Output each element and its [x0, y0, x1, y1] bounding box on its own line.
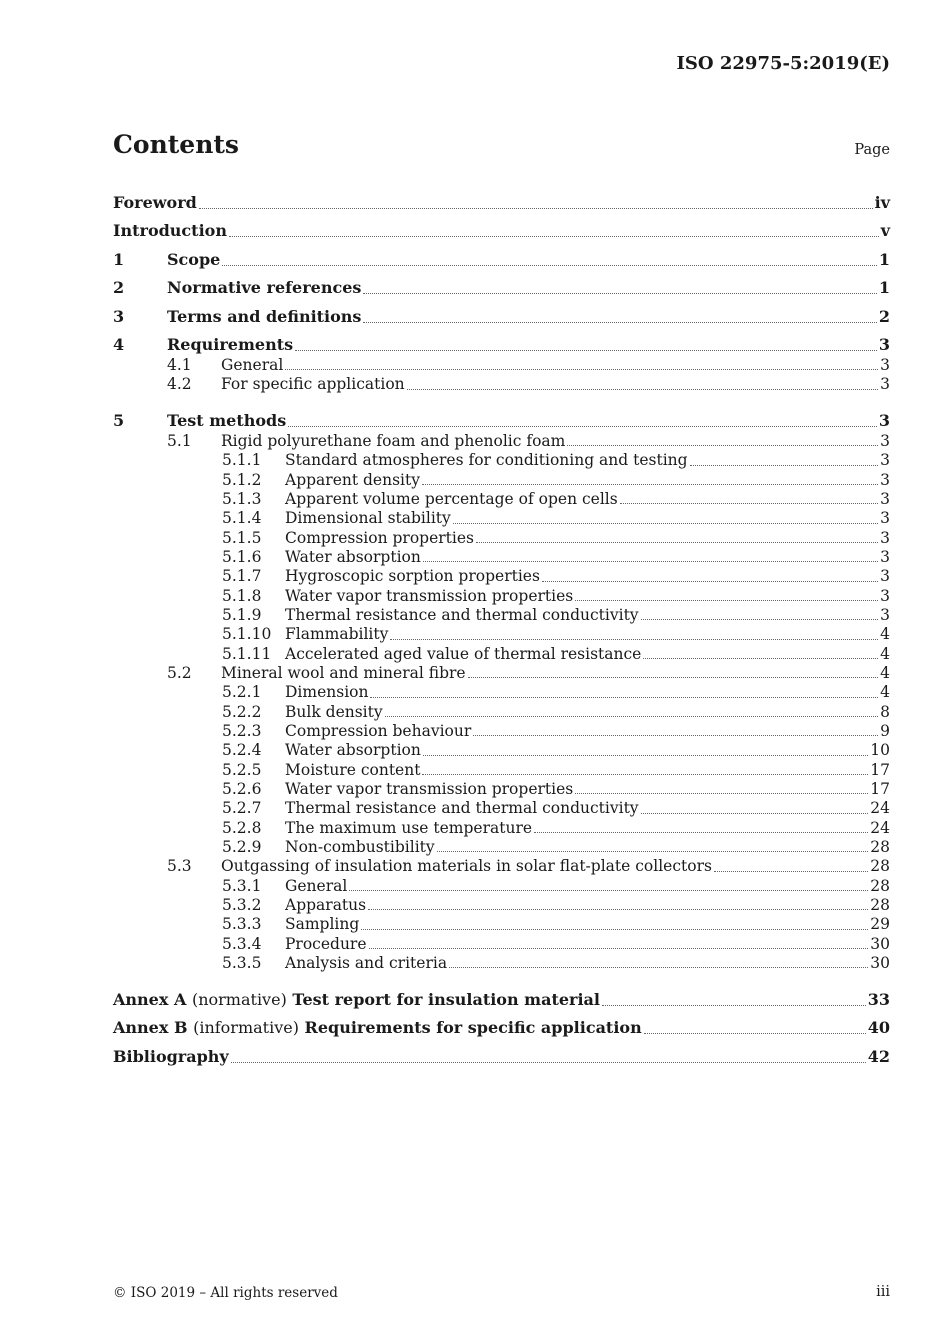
toc-entry-page: 4 [880, 625, 890, 644]
toc-entry[interactable] [113, 509, 890, 528]
dot-leader [422, 484, 878, 485]
toc-entry-title: Foreword [113, 192, 197, 212]
toc-entry[interactable] [113, 838, 890, 857]
toc-entry-title: Thermal resistance and thermal conductivity [285, 799, 639, 818]
toc-entry-page: 3 [880, 375, 890, 394]
toc-entry-page: 28 [870, 857, 890, 876]
toc-entry-number: 5.2 [167, 664, 192, 683]
toc-entry-page: 3 [880, 586, 890, 605]
toc-entry[interactable] [113, 761, 890, 780]
dot-leader [385, 716, 879, 717]
toc-entry-number: 4.1 [167, 356, 192, 374]
toc-entry-number: 5.3.5 [222, 954, 262, 973]
toc-entry-number: 1 [113, 249, 125, 269]
toc-entry-number: 5.1.3 [222, 490, 262, 509]
annex-label: Annex A [113, 989, 187, 1009]
document-id: ISO 22975-5:2019(E) [676, 53, 890, 74]
toc-entry-page: 3 [880, 606, 890, 625]
toc-entry-page: 3 [878, 335, 890, 354]
toc-entry-title: Sampling [285, 915, 360, 934]
toc-entry[interactable] [113, 915, 890, 934]
dot-leader [288, 426, 877, 427]
toc-entry-number: 5.1.10 [222, 625, 272, 644]
toc-entry-title: Dimension [285, 683, 369, 702]
footer-page-number: iii [876, 1284, 890, 1300]
toc-entry-page: 2 [878, 306, 890, 326]
toc-entry-title: Terms and definitions [167, 306, 362, 326]
toc-entry-page: 4 [880, 683, 890, 702]
toc-entry-number: 5.2.1 [222, 683, 262, 702]
dot-leader [349, 890, 868, 891]
toc-entry-number: 5.1.8 [222, 586, 262, 605]
dot-leader [437, 851, 869, 852]
dot-leader [368, 909, 868, 910]
toc-entry[interactable] [113, 896, 890, 915]
dot-leader [567, 445, 878, 446]
toc-entry-number: 5.2.2 [222, 702, 262, 721]
toc-entry-title: Water absorption [285, 741, 421, 760]
toc-entry[interactable] [113, 664, 890, 683]
annex-label: Annex B [113, 1018, 188, 1038]
toc-entry-number: 5.1.5 [222, 528, 262, 547]
toc-entry-title: Flammability [285, 625, 389, 644]
dot-leader [542, 581, 878, 582]
toc-entry-number: 5.3 [167, 857, 192, 876]
dot-leader [620, 503, 878, 504]
toc-entry-title: Mineral wool and mineral fibre [221, 664, 466, 683]
toc-entry-title: Accelerated aged value of thermal resistance [285, 644, 642, 663]
toc-entry[interactable] [113, 982, 890, 1011]
toc-entry-title: Test methods [167, 411, 287, 431]
dot-leader [641, 619, 879, 620]
toc-entry[interactable] [113, 780, 890, 799]
dot-leader [602, 1005, 866, 1006]
toc-entry-page: 3 [880, 548, 890, 567]
toc-entry[interactable] [113, 741, 890, 760]
toc-entry-number: 5.2.4 [222, 741, 262, 760]
dot-leader [285, 369, 878, 370]
toc-entry-title: Apparent density [285, 470, 420, 489]
page-column-label: Page [854, 142, 890, 158]
toc-entry-title: Apparatus [285, 896, 367, 915]
toc-entry[interactable] [113, 214, 890, 243]
toc-entry-title: General [285, 876, 348, 895]
toc-entry-page: 10 [870, 741, 890, 760]
toc-entry-number: 5.1.7 [222, 567, 262, 586]
toc-entry[interactable] [113, 404, 890, 433]
toc-entry-title: The maximum use temperature [285, 818, 533, 837]
dot-leader [231, 1062, 866, 1063]
toc-entry[interactable] [113, 328, 890, 357]
annex-type: (informative) [193, 1018, 299, 1038]
toc-entry-number: 5.1.6 [222, 548, 262, 567]
toc-entry[interactable] [113, 529, 890, 548]
dot-leader [644, 1033, 866, 1034]
toc-entry-title: Compression properties [285, 528, 474, 547]
toc-entry-number: 5.3.1 [222, 876, 262, 895]
toc-entry-title: Requirements [167, 335, 294, 354]
contents-heading: Contents [113, 130, 240, 159]
dot-leader [363, 322, 876, 323]
toc-entry[interactable] [113, 271, 890, 300]
toc-entry[interactable] [113, 548, 890, 567]
toc-entry-page: 3 [880, 528, 890, 547]
toc-entry-number: 5.2.5 [222, 760, 262, 779]
toc-entry-page: 3 [880, 490, 890, 509]
toc-entry-number: 5.1.1 [222, 451, 262, 470]
toc-entry[interactable] [113, 722, 890, 741]
toc-entry[interactable] [113, 1011, 890, 1040]
dot-leader [229, 236, 879, 237]
toc-entry-number: 5.3.2 [222, 896, 262, 915]
toc-entry-title: Dimensional stability [285, 509, 451, 528]
toc-entry-page: 4 [880, 664, 890, 683]
toc-entry-title: Water vapor transmission properties [285, 780, 574, 799]
toc-entry[interactable] [113, 451, 890, 470]
toc-entry-page: 42 [867, 1046, 890, 1066]
toc-entry-page: 1 [878, 249, 890, 269]
toc-entry-page: 1 [878, 278, 890, 297]
toc-entry-page: 3 [878, 411, 890, 431]
toc-entry-title [113, 1017, 642, 1039]
toc-entry-page: 3 [880, 567, 890, 586]
toc-entry[interactable] [113, 490, 890, 509]
annex-type: (normative) [191, 989, 287, 1009]
toc-entry-page: 3 [880, 356, 890, 374]
toc-entry-page: iv [874, 192, 890, 212]
dot-leader [449, 967, 868, 968]
dot-leader [453, 523, 878, 524]
toc-entry-title: Introduction [113, 221, 227, 240]
toc-entry-title: Water vapor transmission properties [285, 586, 574, 605]
toc-entry-number: 5.1.9 [222, 606, 262, 625]
dot-leader [690, 465, 879, 466]
table-of-contents [113, 185, 890, 1068]
toc-entry-page: 3 [880, 451, 890, 470]
toc-entry[interactable] [113, 877, 890, 896]
footer-copyright: © ISO 2019 – All rights reserved [113, 1285, 338, 1301]
toc-entry-title: Water absorption [285, 548, 421, 567]
toc-entry[interactable] [113, 1039, 890, 1068]
toc-entry-title: Non-combustibility [285, 838, 435, 857]
toc-entry-title: Procedure [285, 934, 367, 953]
toc-entry[interactable] [113, 799, 890, 818]
toc-entry-title: Rigid polyurethane foam and phenolic foam [221, 432, 566, 451]
toc-entry-title: Scope [167, 249, 221, 269]
dot-leader [363, 293, 876, 294]
toc-entry-page: 40 [867, 1018, 890, 1038]
toc-entry-number: 4.2 [167, 375, 192, 394]
toc-entry-title [113, 989, 600, 1011]
toc-entry-title: General [221, 356, 284, 374]
toc-entry-page: 28 [870, 896, 890, 915]
toc-entry[interactable] [113, 471, 890, 490]
dot-leader [390, 639, 878, 640]
toc-entry[interactable] [113, 954, 890, 973]
toc-entry[interactable] [113, 857, 890, 876]
toc-entry-page: 4 [880, 644, 890, 663]
toc-entry-page: 9 [880, 722, 890, 741]
toc-entry-page: 8 [880, 702, 890, 721]
toc-entry-number: 5.2.3 [222, 722, 262, 741]
toc-entry-number: 5.2.9 [222, 838, 262, 857]
dot-leader [422, 774, 868, 775]
dot-leader [575, 600, 878, 601]
toc-entry-number: 5.1.4 [222, 509, 262, 528]
dot-leader [643, 658, 878, 659]
toc-entry[interactable] [113, 606, 890, 625]
toc-entry-page: 30 [870, 934, 890, 953]
toc-entry-number: 5.3.4 [222, 934, 262, 953]
toc-entry[interactable] [113, 299, 890, 328]
toc-entry[interactable] [113, 625, 890, 644]
toc-entry-title: Moisture content [285, 760, 421, 779]
toc-entry-page: 33 [867, 989, 890, 1009]
toc-entry-title: Thermal resistance and thermal conductivity [285, 606, 639, 625]
toc-entry-page: 17 [870, 760, 890, 779]
toc-entry[interactable] [113, 683, 890, 702]
toc-entry-number: 5.3.3 [222, 915, 262, 934]
toc-entry-number: 5.1.11 [222, 644, 272, 663]
dot-leader [369, 948, 869, 949]
dot-leader [407, 389, 878, 390]
toc-entry-number: 4 [113, 335, 125, 354]
toc-entry-title: Compression behaviour [285, 722, 472, 741]
dot-leader [295, 350, 877, 351]
dot-leader [534, 832, 868, 833]
toc-entry-title: Analysis and criteria [285, 954, 448, 973]
toc-entry-page: 17 [870, 780, 890, 799]
toc-entry[interactable] [113, 703, 890, 722]
toc-entry-number: 5 [113, 411, 125, 431]
toc-entry-page: 3 [880, 470, 890, 489]
toc-entry-title: Normative references [167, 278, 362, 297]
toc-entry-title: Apparent volume percentage of open cells [285, 490, 618, 509]
toc-entry-page: 28 [870, 876, 890, 895]
toc-entry[interactable] [113, 432, 890, 451]
annex-title: Test report for insulation material [292, 989, 600, 1009]
toc-entry-title: Hygroscopic sorption properties [285, 567, 540, 586]
toc-entry[interactable] [113, 375, 890, 394]
toc-entry-page: 3 [880, 509, 890, 528]
toc-entry-page: 24 [870, 818, 890, 837]
dot-leader [361, 929, 868, 930]
toc-entry-page: 29 [870, 915, 890, 934]
toc-entry-page: 3 [880, 432, 890, 451]
toc-entry[interactable] [113, 587, 890, 606]
toc-entry-title: For specific application [221, 375, 405, 394]
dot-leader [468, 677, 879, 678]
dot-leader [423, 755, 868, 756]
toc-entry[interactable] [113, 185, 890, 214]
toc-entry-number: 3 [113, 306, 125, 326]
toc-entry-number: 5.1.2 [222, 470, 262, 489]
toc-entry-number: 5.2.8 [222, 818, 262, 837]
dot-leader [199, 208, 873, 209]
toc-entry-title: Bibliography [113, 1046, 229, 1066]
toc-entry[interactable] [113, 356, 890, 375]
toc-entry-page: 24 [870, 799, 890, 818]
toc-entry-number: 5.1 [167, 432, 192, 451]
toc-entry[interactable] [113, 819, 890, 838]
dot-leader [575, 793, 868, 794]
dot-leader [641, 813, 869, 814]
dot-leader [714, 871, 868, 872]
toc-entry[interactable] [113, 645, 890, 664]
toc-entry[interactable] [113, 242, 890, 271]
toc-entry-title: Standard atmospheres for conditioning and testing [285, 451, 688, 470]
toc-entry-number: 2 [113, 278, 125, 297]
dot-leader [476, 542, 878, 543]
toc-entry[interactable] [113, 567, 890, 586]
toc-entry-number: 5.2.6 [222, 780, 262, 799]
toc-entry-page: v [880, 221, 890, 240]
toc-entry-title: Outgassing of insulation materials in solar flat-plate collectors [221, 857, 712, 876]
annex-title: Requirements for specific application [304, 1018, 642, 1038]
toc-entry[interactable] [113, 935, 890, 954]
dot-leader [370, 697, 878, 698]
dot-leader [222, 265, 877, 266]
toc-entry-number: 5.2.7 [222, 799, 262, 818]
dot-leader [473, 735, 878, 736]
toc-entry-title: Bulk density [285, 702, 383, 721]
toc-entry-page: 28 [870, 838, 890, 857]
toc-entry-page: 30 [870, 954, 890, 973]
dot-leader [423, 561, 878, 562]
